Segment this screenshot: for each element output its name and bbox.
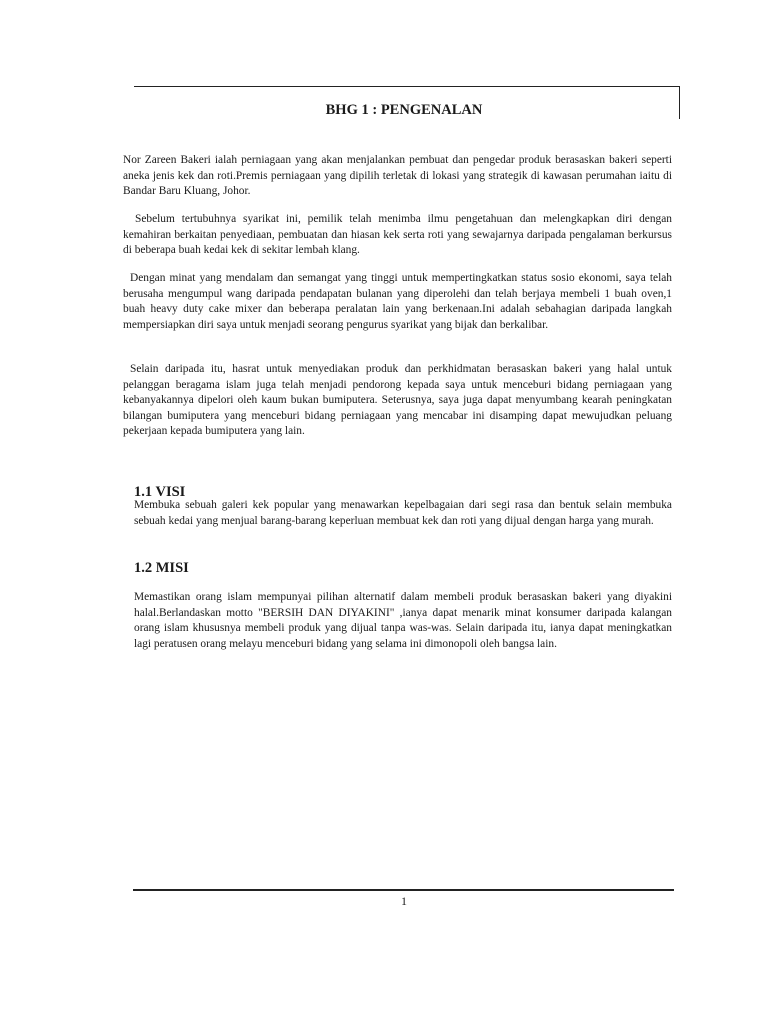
header-right-border — [679, 86, 680, 119]
misi-title: 1.2 MISI — [134, 560, 189, 576]
header-top-border — [134, 86, 680, 87]
intro-paragraph-2: Sebelum tertubuhnya syarikat ini, pemilik telah menimba ilmu pengetahuan dan melengkapkan diri dengan kemahiran berkaitan penyediaan, pembuatan dan hiasan kek serta roti yang sewajarnya daripada pengalaman berkursus di beberapa buah kedai kek di sekitar lembah klang. — [123, 213, 672, 257]
page-number: 1 — [401, 894, 407, 908]
footer-rule — [133, 889, 674, 891]
visi-title: 1.1 VISI — [134, 484, 186, 500]
visi-text: Membuka sebuah galeri kek popular yang menawarkan kepelbagaian dari segi rasa dan bentuk selain membuka sebuah kedai yang menjual barang-barang keperluan membuat kek dan roti yang dijual dengan harga yang murah. — [134, 499, 672, 527]
section-heading: BHG 1 : PENGENALAN — [325, 102, 483, 118]
intro-paragraph-3: Dengan minat yang mendalam dan semangat yang tinggi untuk mempertingkatkan status sosio ekonomi, saya telah berusaha mengumpul wang daripada pendapatan bulanan yang diperolehi dan telah berjaya membeli 1 buah oven,1 buah heavy duty cake mixer dan beberapa peralatan lain yang berkenaan.Ini adalah sebahagian daripada langkah mempersiapkan diri saya untuk menjadi seorang pengurus syarikat yang bijak dan berkalibar. — [123, 272, 672, 331]
misi-text: Memastikan orang islam mempunyai pilihan alternatif dalam membeli produk berasaskan bakeri yang diyakini halal.Berlandaskan motto "BERSIH DAN DIYAKINI" ,ianya dapat menarik minat konsumer daripada kalangan orang islam khususnya membeli produk yang dijual tanpa was-was. Selain daripada itu, ianya dapat meningkatkan lagi peratusen orang melayu menceburi bidang yang selama ini dimonopoli oleh bangsa lain. — [134, 591, 672, 650]
intro-paragraph-1: Nor Zareen Bakeri ialah perniagaan yang akan menjalankan pembuat dan pengedar produk berasaskan bakeri seperti aneka jenis kek dan roti.Premis perniagaan yang dipilih terletak di lokasi yang strategik di kawasan perumahan iaitu di Bandar Baru Kluang, Johor. — [123, 154, 672, 198]
intro-paragraph-4: Selain daripada itu, hasrat untuk menyediakan produk dan perkhidmatan berasaskan bakeri yang halal untuk pelanggan beragama islam juga telah menjadi pendorong kepada saya untuk menceburi bidang perniagaan yang kebanyakannya dipelori oleh kaum bukan bumiputera. Seterusnya, saya juga dapat menyumbang kearah peningkatan bilangan bumiputera yang menceburi bidang perniagaan yang mencabar ini disamping dapat mewujudkan peluang pekerjaan kepada bumiputera yang lain. — [123, 363, 672, 438]
